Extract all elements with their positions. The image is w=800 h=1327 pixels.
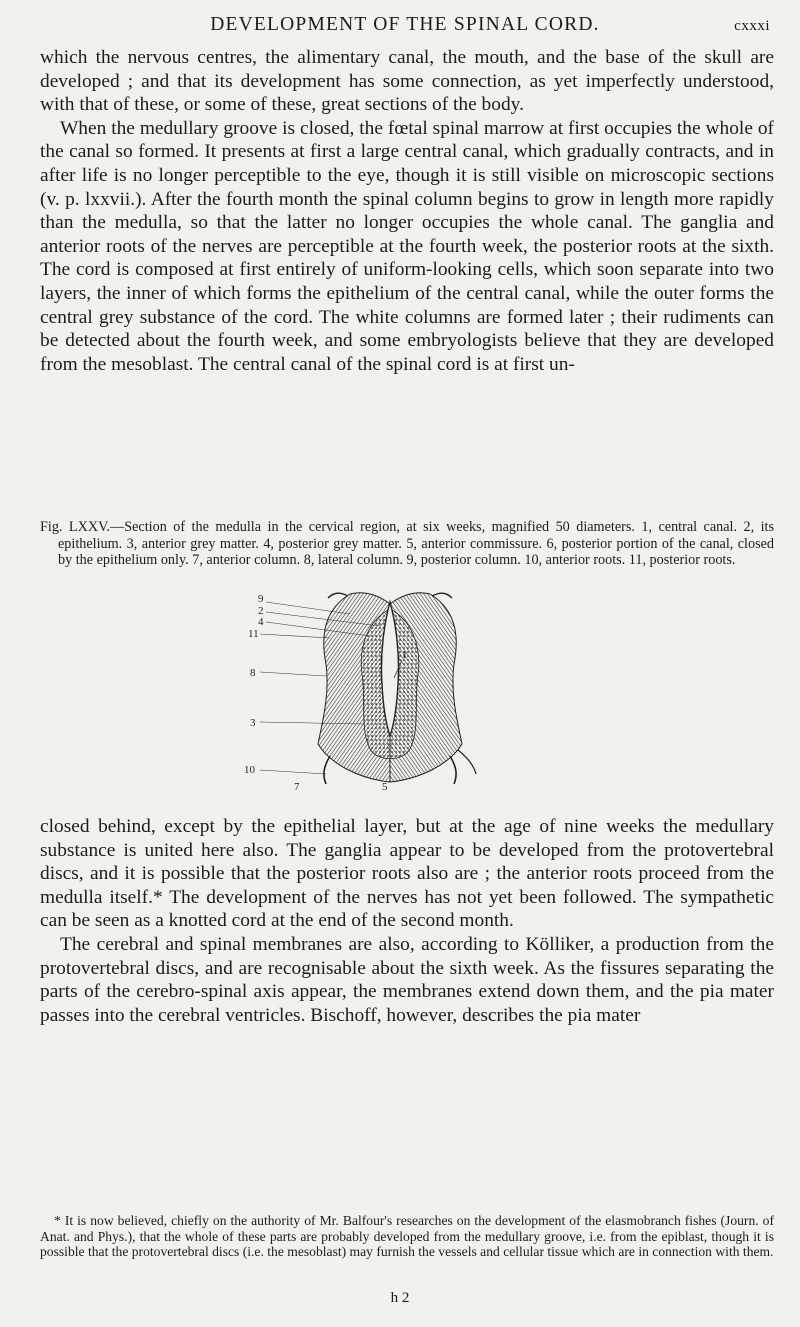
label-11: 11 xyxy=(248,628,259,640)
label-3: 3 xyxy=(250,717,256,729)
label-1: 1 xyxy=(402,649,408,661)
running-head xyxy=(40,14,770,40)
running-title: DEVELOPMENT OF THE SPINAL CORD. xyxy=(210,14,600,35)
label-10: 10 xyxy=(244,764,255,776)
label-5: 5 xyxy=(382,781,388,793)
page-number: cxxxi xyxy=(734,18,770,34)
footnote-text: * It is now believed, chiefly on the authority of Mr. Balfour's researches on the development of the elasmobranch fishes (Journ. of Anat. and Phys.), that the whole of these parts are probably developed from the medullary groove, i.e. from the epiblast, though it is possible that the protovertebral discs (i.e. the mesoblast) may furnish the vessels and cellular tissue which are in connection with them. xyxy=(40,1213,774,1260)
label-2: 2 xyxy=(258,605,264,617)
anterior-root-right-2 xyxy=(458,750,476,774)
anterior-root-left xyxy=(324,756,330,784)
label-4: 4 xyxy=(258,616,264,628)
figure-caption xyxy=(40,519,774,569)
label-9: 9 xyxy=(258,593,264,605)
paragraph: closed behind, except by the epithelial layer, but at the age of nine weeks the medullary substance is united here also. The ganglia appear to be developed from the protovertebral discs, and it is possible that the posterior roots also are ; the anterior roots proceed from the medulla itself.* The development of the nerves has not yet been followed. The sympathetic can be seen as a knotted cord at the end of the second month. xyxy=(40,816,774,932)
paragraph: which the nervous centres, the alimentary canal, the mouth, and the base of the skull are developed ; and that its development has some connection, as yet imperfectly understood, with that of these, or some of these, great sections of the body. xyxy=(40,47,774,116)
label-7: 7 xyxy=(294,781,300,793)
anterior-root-right xyxy=(450,756,456,784)
signature-mark: h 2 xyxy=(390,1290,410,1306)
spinal-cord-section-figure xyxy=(230,574,570,794)
caption-text: Fig. LXXV.—Section of the medulla in the cervical region, at six weeks, magnified 50 diameters. 1, central canal. 2, its epithelium. 3, anterior grey matter. 4, posterior grey matter. 5, anterior commissure. 6, posterior portion of the canal, closed by the epithelium only. 7, anterior column. 8, lateral column. 9, posterior column. 10, anterior roots. 11, posterior roots. xyxy=(40,519,774,569)
paragraph: When the medullary groove is closed, the fœtal spinal marrow at first occupies the whole of the canal so formed. It presents at first a large central canal, which gradually contracts, and in after life is no longer perceptible to the eye, though it is still visible on microscopic sections (v. p. lxxvii.). After the fourth month the spinal column begins to grow in length more rapidly than the medulla, so that the latter no longer occupies the whole canal. The ganglia and anterior roots of the nerves are perceptible at the fourth week, the posterior roots at the sixth. The cord is composed at first entirely of uniform-looking cells, which soon separate into two layers, the inner of which forms the epithelium of the central canal, while the outer forms the central grey substance of the cord. The white columns are formed later ; their rudiments can be detected about the fourth week, and some embryologists believe that they are developed from the mesoblast. The central canal of the spinal cord is at first un- xyxy=(40,117,774,375)
main-text-top xyxy=(40,46,774,376)
footnote xyxy=(40,1213,774,1260)
paragraph: The cerebral and spinal membranes are also, according to Kölliker, a production from the protovertebral discs, and are recognisable about the sixth week. As the fissures separating the parts of the cerebro-spinal axis appear, the membranes extend down them, and the pia mater passes into the cerebral ventricles. Bischoff, however, describes the pia mater xyxy=(40,933,774,1026)
label-6 xyxy=(386,574,392,575)
label-8: 8 xyxy=(250,667,256,679)
main-text-bottom xyxy=(40,815,774,1027)
